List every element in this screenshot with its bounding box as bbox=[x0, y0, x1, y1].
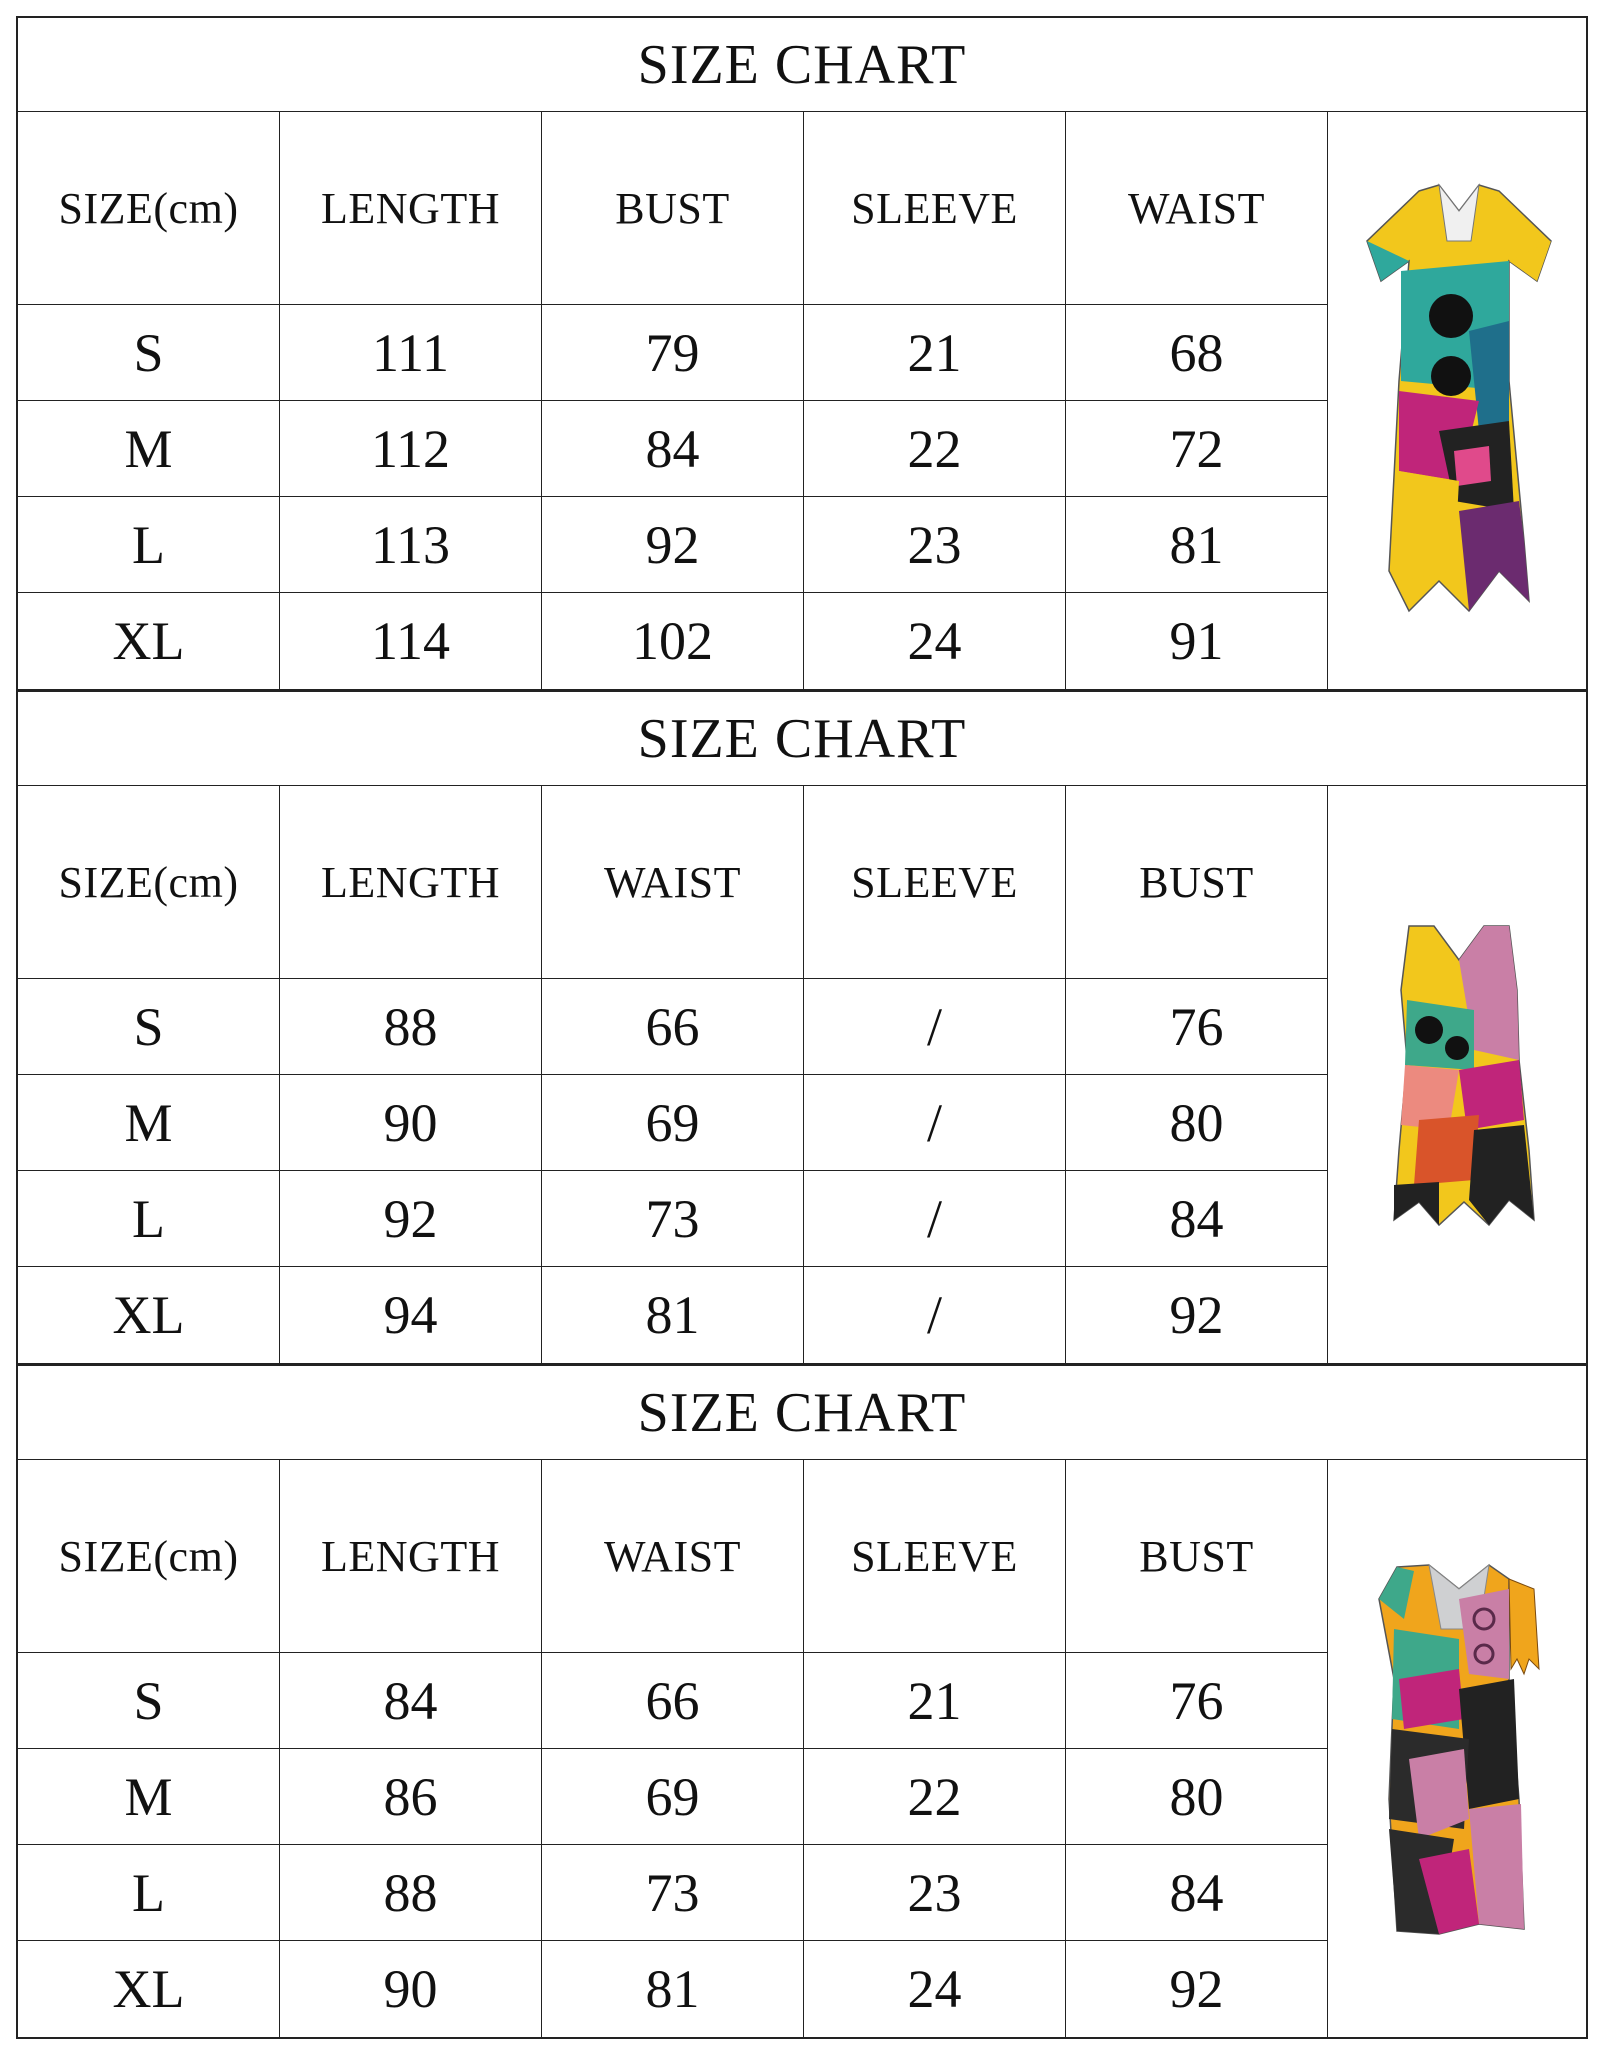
chart-title: SIZE CHART bbox=[18, 692, 1586, 786]
header-size: SIZE(cm) bbox=[18, 1460, 280, 1653]
size-label: XL bbox=[18, 1941, 280, 2037]
bust-value: 92 bbox=[542, 497, 804, 593]
bust-value: 80 bbox=[1066, 1749, 1328, 1845]
header-bust: BUST bbox=[1066, 1460, 1328, 1653]
header-length: LENGTH bbox=[280, 1460, 542, 1653]
size-label: M bbox=[18, 401, 280, 497]
sleeve-value: 21 bbox=[804, 305, 1066, 401]
bust-value: 76 bbox=[1066, 1653, 1328, 1749]
sleeve-value: / bbox=[804, 1267, 1066, 1363]
sleeve-value: / bbox=[804, 1075, 1066, 1171]
length-value: 114 bbox=[280, 593, 542, 689]
length-value: 88 bbox=[280, 1845, 542, 1941]
waist-value: 81 bbox=[1066, 497, 1328, 593]
length-value: 84 bbox=[280, 1653, 542, 1749]
sleeve-value: 22 bbox=[804, 1749, 1066, 1845]
size-label: L bbox=[18, 497, 280, 593]
size-chart-3 bbox=[16, 1363, 1588, 2039]
asymmetric-patchwork-dress-icon bbox=[1359, 1559, 1559, 1939]
bust-value: 84 bbox=[542, 401, 804, 497]
size-label: M bbox=[18, 1749, 280, 1845]
length-value: 92 bbox=[280, 1171, 542, 1267]
bust-value: 92 bbox=[1066, 1941, 1328, 2037]
header-size: SIZE(cm) bbox=[18, 112, 280, 305]
length-value: 90 bbox=[280, 1075, 542, 1171]
sleeve-value: 21 bbox=[804, 1653, 1066, 1749]
size-label: L bbox=[18, 1845, 280, 1941]
header-length: LENGTH bbox=[280, 786, 542, 979]
header-sleeve: SLEEVE bbox=[804, 1460, 1066, 1653]
header-waist: WAIST bbox=[1066, 112, 1328, 305]
header-size: SIZE(cm) bbox=[18, 786, 280, 979]
waist-value: 69 bbox=[542, 1075, 804, 1171]
sleeve-value: / bbox=[804, 979, 1066, 1075]
waist-value: 91 bbox=[1066, 593, 1328, 689]
size-table bbox=[18, 1460, 1586, 2037]
bust-value: 84 bbox=[1066, 1171, 1328, 1267]
header-waist: WAIST bbox=[542, 786, 804, 979]
chart-title: SIZE CHART bbox=[18, 1366, 1586, 1460]
sleeveless-patchwork-dress-icon bbox=[1379, 920, 1539, 1230]
waist-value: 73 bbox=[542, 1171, 804, 1267]
size-table bbox=[18, 786, 1586, 1363]
length-value: 88 bbox=[280, 979, 542, 1075]
header-bust: BUST bbox=[542, 112, 804, 305]
header-waist: WAIST bbox=[542, 1460, 804, 1653]
product-image-cell bbox=[1328, 786, 1590, 1363]
sleeve-value: 24 bbox=[804, 1941, 1066, 2037]
short-sleeve-patchwork-dress-icon bbox=[1359, 181, 1559, 621]
length-value: 112 bbox=[280, 401, 542, 497]
size-label: S bbox=[18, 1653, 280, 1749]
product-image-cell bbox=[1328, 112, 1590, 689]
bust-value: 84 bbox=[1066, 1845, 1328, 1941]
bust-value: 102 bbox=[542, 593, 804, 689]
size-table bbox=[18, 112, 1586, 689]
header-bust: BUST bbox=[1066, 786, 1328, 979]
waist-value: 72 bbox=[1066, 401, 1328, 497]
sleeve-value: 23 bbox=[804, 497, 1066, 593]
size-label: L bbox=[18, 1171, 280, 1267]
bust-value: 92 bbox=[1066, 1267, 1328, 1363]
bust-value: 79 bbox=[542, 305, 804, 401]
bust-value: 76 bbox=[1066, 979, 1328, 1075]
sleeve-value: 23 bbox=[804, 1845, 1066, 1941]
size-label: XL bbox=[18, 593, 280, 689]
waist-value: 81 bbox=[542, 1941, 804, 2037]
size-label: XL bbox=[18, 1267, 280, 1363]
length-value: 113 bbox=[280, 497, 542, 593]
size-chart-sheet bbox=[16, 16, 1588, 2039]
length-value: 111 bbox=[280, 305, 542, 401]
sleeve-value: 22 bbox=[804, 401, 1066, 497]
header-sleeve: SLEEVE bbox=[804, 112, 1066, 305]
size-label: M bbox=[18, 1075, 280, 1171]
length-value: 90 bbox=[280, 1941, 542, 2037]
sleeve-value: / bbox=[804, 1171, 1066, 1267]
chart-title: SIZE CHART bbox=[18, 18, 1586, 112]
header-sleeve: SLEEVE bbox=[804, 786, 1066, 979]
waist-value: 66 bbox=[542, 1653, 804, 1749]
size-chart-1 bbox=[16, 16, 1588, 689]
waist-value: 81 bbox=[542, 1267, 804, 1363]
sleeve-value: 24 bbox=[804, 593, 1066, 689]
length-value: 94 bbox=[280, 1267, 542, 1363]
waist-value: 73 bbox=[542, 1845, 804, 1941]
size-label: S bbox=[18, 305, 280, 401]
waist-value: 66 bbox=[542, 979, 804, 1075]
product-image-cell bbox=[1328, 1460, 1590, 2037]
header-length: LENGTH bbox=[280, 112, 542, 305]
waist-value: 69 bbox=[542, 1749, 804, 1845]
size-chart-2 bbox=[16, 689, 1588, 1363]
bust-value: 80 bbox=[1066, 1075, 1328, 1171]
length-value: 86 bbox=[280, 1749, 542, 1845]
size-label: S bbox=[18, 979, 280, 1075]
waist-value: 68 bbox=[1066, 305, 1328, 401]
